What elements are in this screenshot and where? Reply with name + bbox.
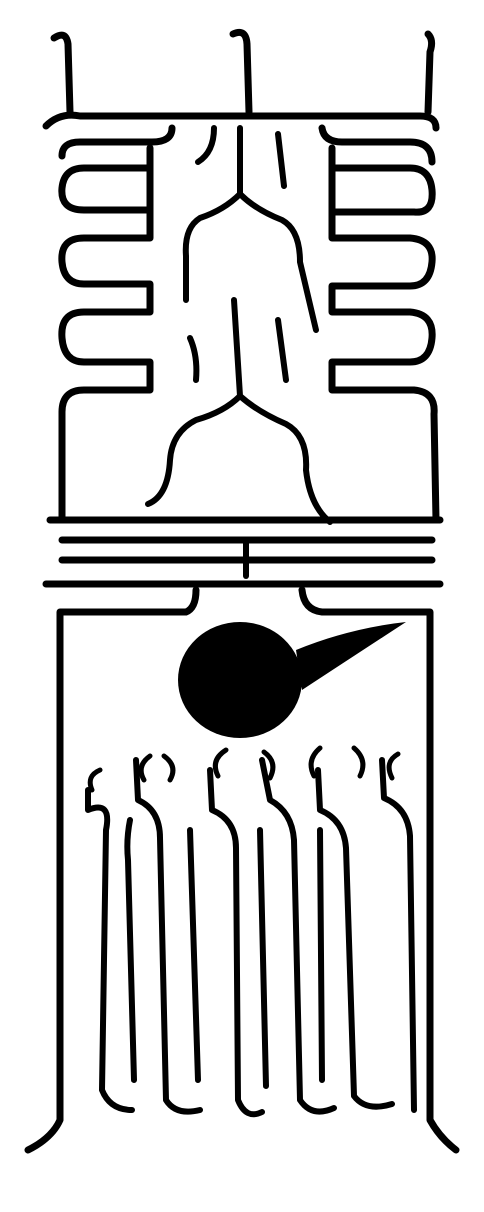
crown-right-post [428, 34, 432, 112]
ink-dot-body [178, 622, 302, 738]
